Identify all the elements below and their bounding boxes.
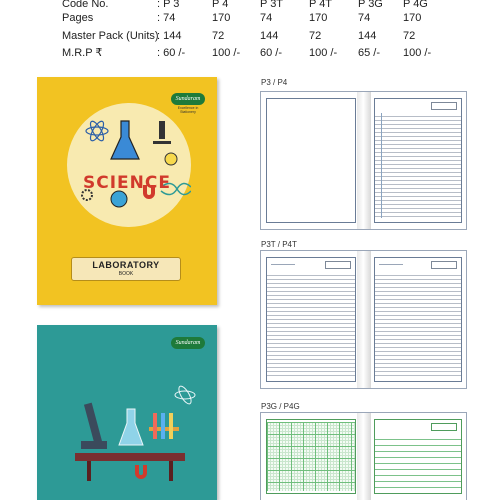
- spec-cell: : 144: [157, 30, 182, 42]
- spec-cell: 170: [309, 12, 328, 24]
- spec-cell: 144: [358, 30, 377, 42]
- margin-line: [381, 113, 382, 218]
- microscope-icon: [153, 121, 171, 144]
- spec-label: M.R.P ₹: [62, 47, 103, 59]
- laboratory-cover-teal: [37, 325, 217, 500]
- spec-cell: 100 /-: [212, 47, 241, 59]
- ruled-lines: [267, 272, 355, 377]
- spec-cell: 100 /-: [309, 47, 338, 59]
- book-gutter: [357, 413, 371, 500]
- spec-cell: 144: [260, 30, 279, 42]
- spec-cell: 74: [260, 12, 273, 24]
- spec-label: Pages: [62, 12, 94, 24]
- date-box: [431, 261, 457, 269]
- spec-cell: : 60 /-: [157, 47, 186, 59]
- laboratory-title: LABORATORY: [92, 260, 160, 270]
- spec-cell: P 3G: [358, 0, 383, 10]
- ruled-lines: [375, 434, 461, 489]
- brand-logo: Sundaram: [171, 337, 205, 349]
- spec-cell: 74: [358, 12, 371, 24]
- microscope-icon: [81, 403, 107, 449]
- ruled-page-sample: [261, 92, 466, 229]
- spec-label: Code No.: [62, 0, 109, 10]
- spec-cell: P 3T: [260, 0, 284, 10]
- spec-cell: 170: [212, 12, 231, 24]
- spec-cell: P 4T: [309, 0, 333, 10]
- date-box: [325, 261, 351, 269]
- header-line: [379, 264, 403, 265]
- spec-cell: 65 /-: [358, 47, 381, 59]
- spec-cell: 100 /-: [403, 47, 432, 59]
- right-page: [374, 419, 462, 494]
- flask-icon: [119, 409, 143, 445]
- spec-cell: 72: [403, 30, 416, 42]
- date-box: [431, 102, 457, 110]
- graph-page-sample: [261, 413, 466, 500]
- laboratory-label-box: [71, 257, 181, 281]
- page-type-label: P3G / P4G: [261, 402, 300, 411]
- test-tube-rack-icon: [149, 413, 179, 439]
- spec-cell: P 4: [212, 0, 229, 10]
- magnet-icon: [135, 465, 147, 479]
- spec-table: [0, 0, 500, 70]
- brand-tagline: Excellence in Stationery: [177, 106, 199, 114]
- science-illustration: [67, 103, 191, 227]
- spec-cell: 72: [309, 30, 322, 42]
- right-page: [374, 257, 462, 382]
- ruled-lines: [375, 272, 461, 377]
- spec-label: Master Pack (Units): [62, 30, 159, 42]
- page-type-label: P3 / P4: [261, 78, 288, 87]
- book-gutter: [357, 92, 371, 229]
- science-title: SCIENCE: [83, 173, 171, 193]
- left-page: [266, 257, 356, 382]
- graph-grid: [267, 422, 355, 491]
- flask-icon: [111, 121, 139, 159]
- spec-cell: 60 /-: [260, 47, 283, 59]
- page-type-label: P3T / P4T: [261, 240, 297, 249]
- atom-icon: [175, 384, 195, 405]
- left-page: [266, 419, 356, 494]
- spec-cell: 72: [212, 30, 225, 42]
- spec-cell: 170: [403, 12, 422, 24]
- ruled-both-page-sample: [261, 251, 466, 388]
- date-box: [431, 423, 457, 431]
- book-gutter: [357, 251, 371, 388]
- laboratory-subtitle: BOOK: [118, 271, 134, 277]
- lightbulb-icon: [165, 153, 177, 165]
- left-page: [266, 98, 356, 223]
- brand-logo: Sundaram: [171, 93, 205, 105]
- spec-cell: : 74: [157, 12, 176, 24]
- spec-cell: : P 3: [157, 0, 180, 10]
- atom-icon: [86, 119, 108, 142]
- lab-bench: [75, 453, 185, 461]
- spec-cell: P 4G: [403, 0, 428, 10]
- lab-equipment-illustration: [37, 325, 217, 500]
- globe-icon: [111, 191, 127, 207]
- right-page: [374, 98, 462, 223]
- header-line: [271, 264, 295, 265]
- science-laboratory-cover: [37, 77, 217, 305]
- ruled-lines: [375, 113, 461, 218]
